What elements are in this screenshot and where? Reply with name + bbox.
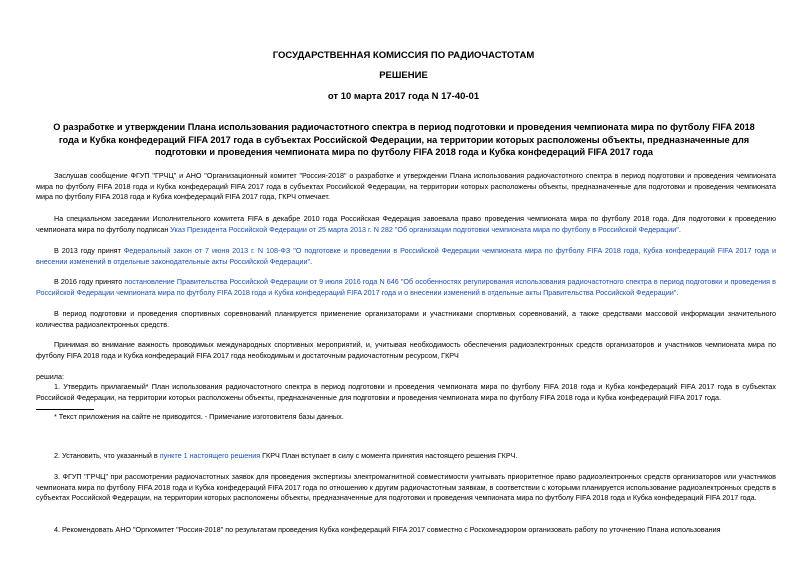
decision-item-3: 3. ФГУП "ГРЧЦ" при рассмотрении радиочастотных заявок для проведения экспертизы электромагнитной совместимости учитывать приоритетное право радиоэлектронных средств организаторов или участников чемпионата мира по футболу FIFA 2018 года и Кубка конфедераций FIFA 2017 года по отношению к другим радиочастотным заявкам, в соответствии с которыми планируется использование радиоэлектронных средств в субъектах Российской Федерации, на территории которых расположены объекты, предназначенные для подготовки и проведения чемпионата мира по футболу FIFA 2018 года и Кубка конфедераций FIFA 2017 года.: [36, 472, 776, 503]
decision-item-4: 4. Рекомендовать АНО "Оргкомитет "Россия-2018" по результатам проведения Кубка конфедераций FIFA 2017 совместно с Роскомнадзором организовать работу по уточнению Плана использования: [54, 525, 721, 534]
paragraph-fifa-decision: [36, 214, 776, 235]
link-presidential-decree[interactable]: Указ Президента Российской Федерации от 25 марта 2013 г. N 282 "Об организации подготовки чемпионата мира по футболу в Российской Федерации": [170, 224, 679, 234]
commission-name: ГОСУДАРСТВЕННАЯ КОМИССИЯ ПО РАДИОЧАСТОТАМ: [272, 50, 535, 61]
link-item-1[interactable]: пункте 1 настоящего решения: [159, 451, 261, 460]
link-government-resolution[interactable]: постановление Правительства Российской Федерации от 9 июля 2016 года N 646 "Об особенностях регулирования использования радиочастотного спектра в период подготовки и проведения в Российской Федерации чемпионата мира по футболу FIFA 2018 года и Кубка конфедераций FIFA 2017 года и о внесении изменений в отдельные акты Правительства Российской Федерации": [36, 277, 776, 297]
document-type: РЕШЕНИЕ: [379, 70, 428, 81]
document-title: О разработке и утверждении Плана использования радиочастотного спектра в период подготовки и проведения чемпионата мира по футболу FIFA 2018 года и Кубка конфедераций FIFA 2017 года в субъектах Российской Федерации, на территории которых расположены объекты, предназначенные для подготовки и проведения чемпионата мира по футболу FIFA 2018 года и Кубка конфедераций FIFA 2017 года: [53, 122, 755, 157]
paragraph-considering: Принимая во внимание важность проводимых международных спортивных мероприятий, и, учитывая необходимость обеспечения радиоэлектронных средств организаторов и участников чемпионата мира по футболу FIFA 2018 года и Кубка конфедераций FIFA 2017 года необходимым и достаточным радиочастотным ресурсом, ГКРЧ: [36, 340, 776, 360]
document-date-number: от 10 марта 2017 года N 17-40-01: [327, 91, 480, 102]
paragraph-federal-law: [36, 246, 776, 267]
paragraph-end: ГКРЧ План вступает в силу с момента принятия настоящего решения ГКРЧ.: [260, 451, 518, 460]
link-federal-law[interactable]: Федеральный закон от 7 июня 2013 г. N 108-ФЗ "О подготовке и проведении в Российской Федерации чемпионата мира по футболу FIFA 2018 года, Кубка конфедераций FIFA 2017 года и внесении изменений в отдельные законодательные акты Российской Федерации": [36, 246, 776, 266]
footnote: * Текст приложения на сайте не приводится. - Примечание изготовителя базы данных.: [54, 412, 344, 421]
decision-item-1: 1. Утвердить прилагаемый* План использования радиочастотного спектра в период подготовки и проведения чемпионата мира по футболу FIFA 2018 года и Кубка конфедераций FIFA 2017 года в субъектах Российской Федерации, на территории которых расположены объекты, предназначенные для подготовки и проведения чемпионата мира по футболу FIFA 2018 года и Кубка конфедераций FIFA 2017 года.: [36, 382, 776, 402]
paragraph-end: .: [676, 287, 679, 297]
paragraph-end: .: [310, 256, 313, 266]
paragraph-text: В 2013 году принят: [54, 246, 124, 255]
decided-label: решила:: [36, 372, 64, 381]
paragraph-radio-equipment: В период подготовки и проведения спортивных соревнований планируется применение организаторами и участниками спортивных соревнований, а также средствами массовой информации значительного количества радиоэлектронных средств.: [36, 309, 776, 329]
paragraph-end: .: [678, 224, 681, 234]
paragraph-text: На специальном заседании Исполнительного комитета FIFA в декабре 2010 года Российская Федерация завоевала право проведения чемпионата мира по футболу 2018 года. Для подготовки к проведению чемпионата мира по футболу подписан: [36, 214, 776, 234]
paragraph-text: 2. Установить, что указанный в: [54, 451, 160, 460]
footnote-divider: [36, 409, 94, 410]
paragraph-government-resolution: [36, 277, 776, 298]
decision-item-2: [36, 451, 776, 462]
paragraph-intro: Заслушав сообщение ФГУП "ГРЧЦ" и АНО "Организационный комитет "Россия-2018" о разработке и утверждении Плана использования радиочастотного спектра в период подготовки и проведения чемпионата мира по футболу FIFA 2018 года и Кубка конфедераций FIFA 2017 года в субъектах Российской Федерации, на территории которых расположены объекты, предназначенные для подготовки и проведения чемпионата мира по футболу FIFA 2018 года и Кубка конфедераций FIFA 2017 года, ГКРЧ отмечает.: [36, 171, 776, 202]
paragraph-text: В 2016 году принято: [54, 277, 125, 286]
